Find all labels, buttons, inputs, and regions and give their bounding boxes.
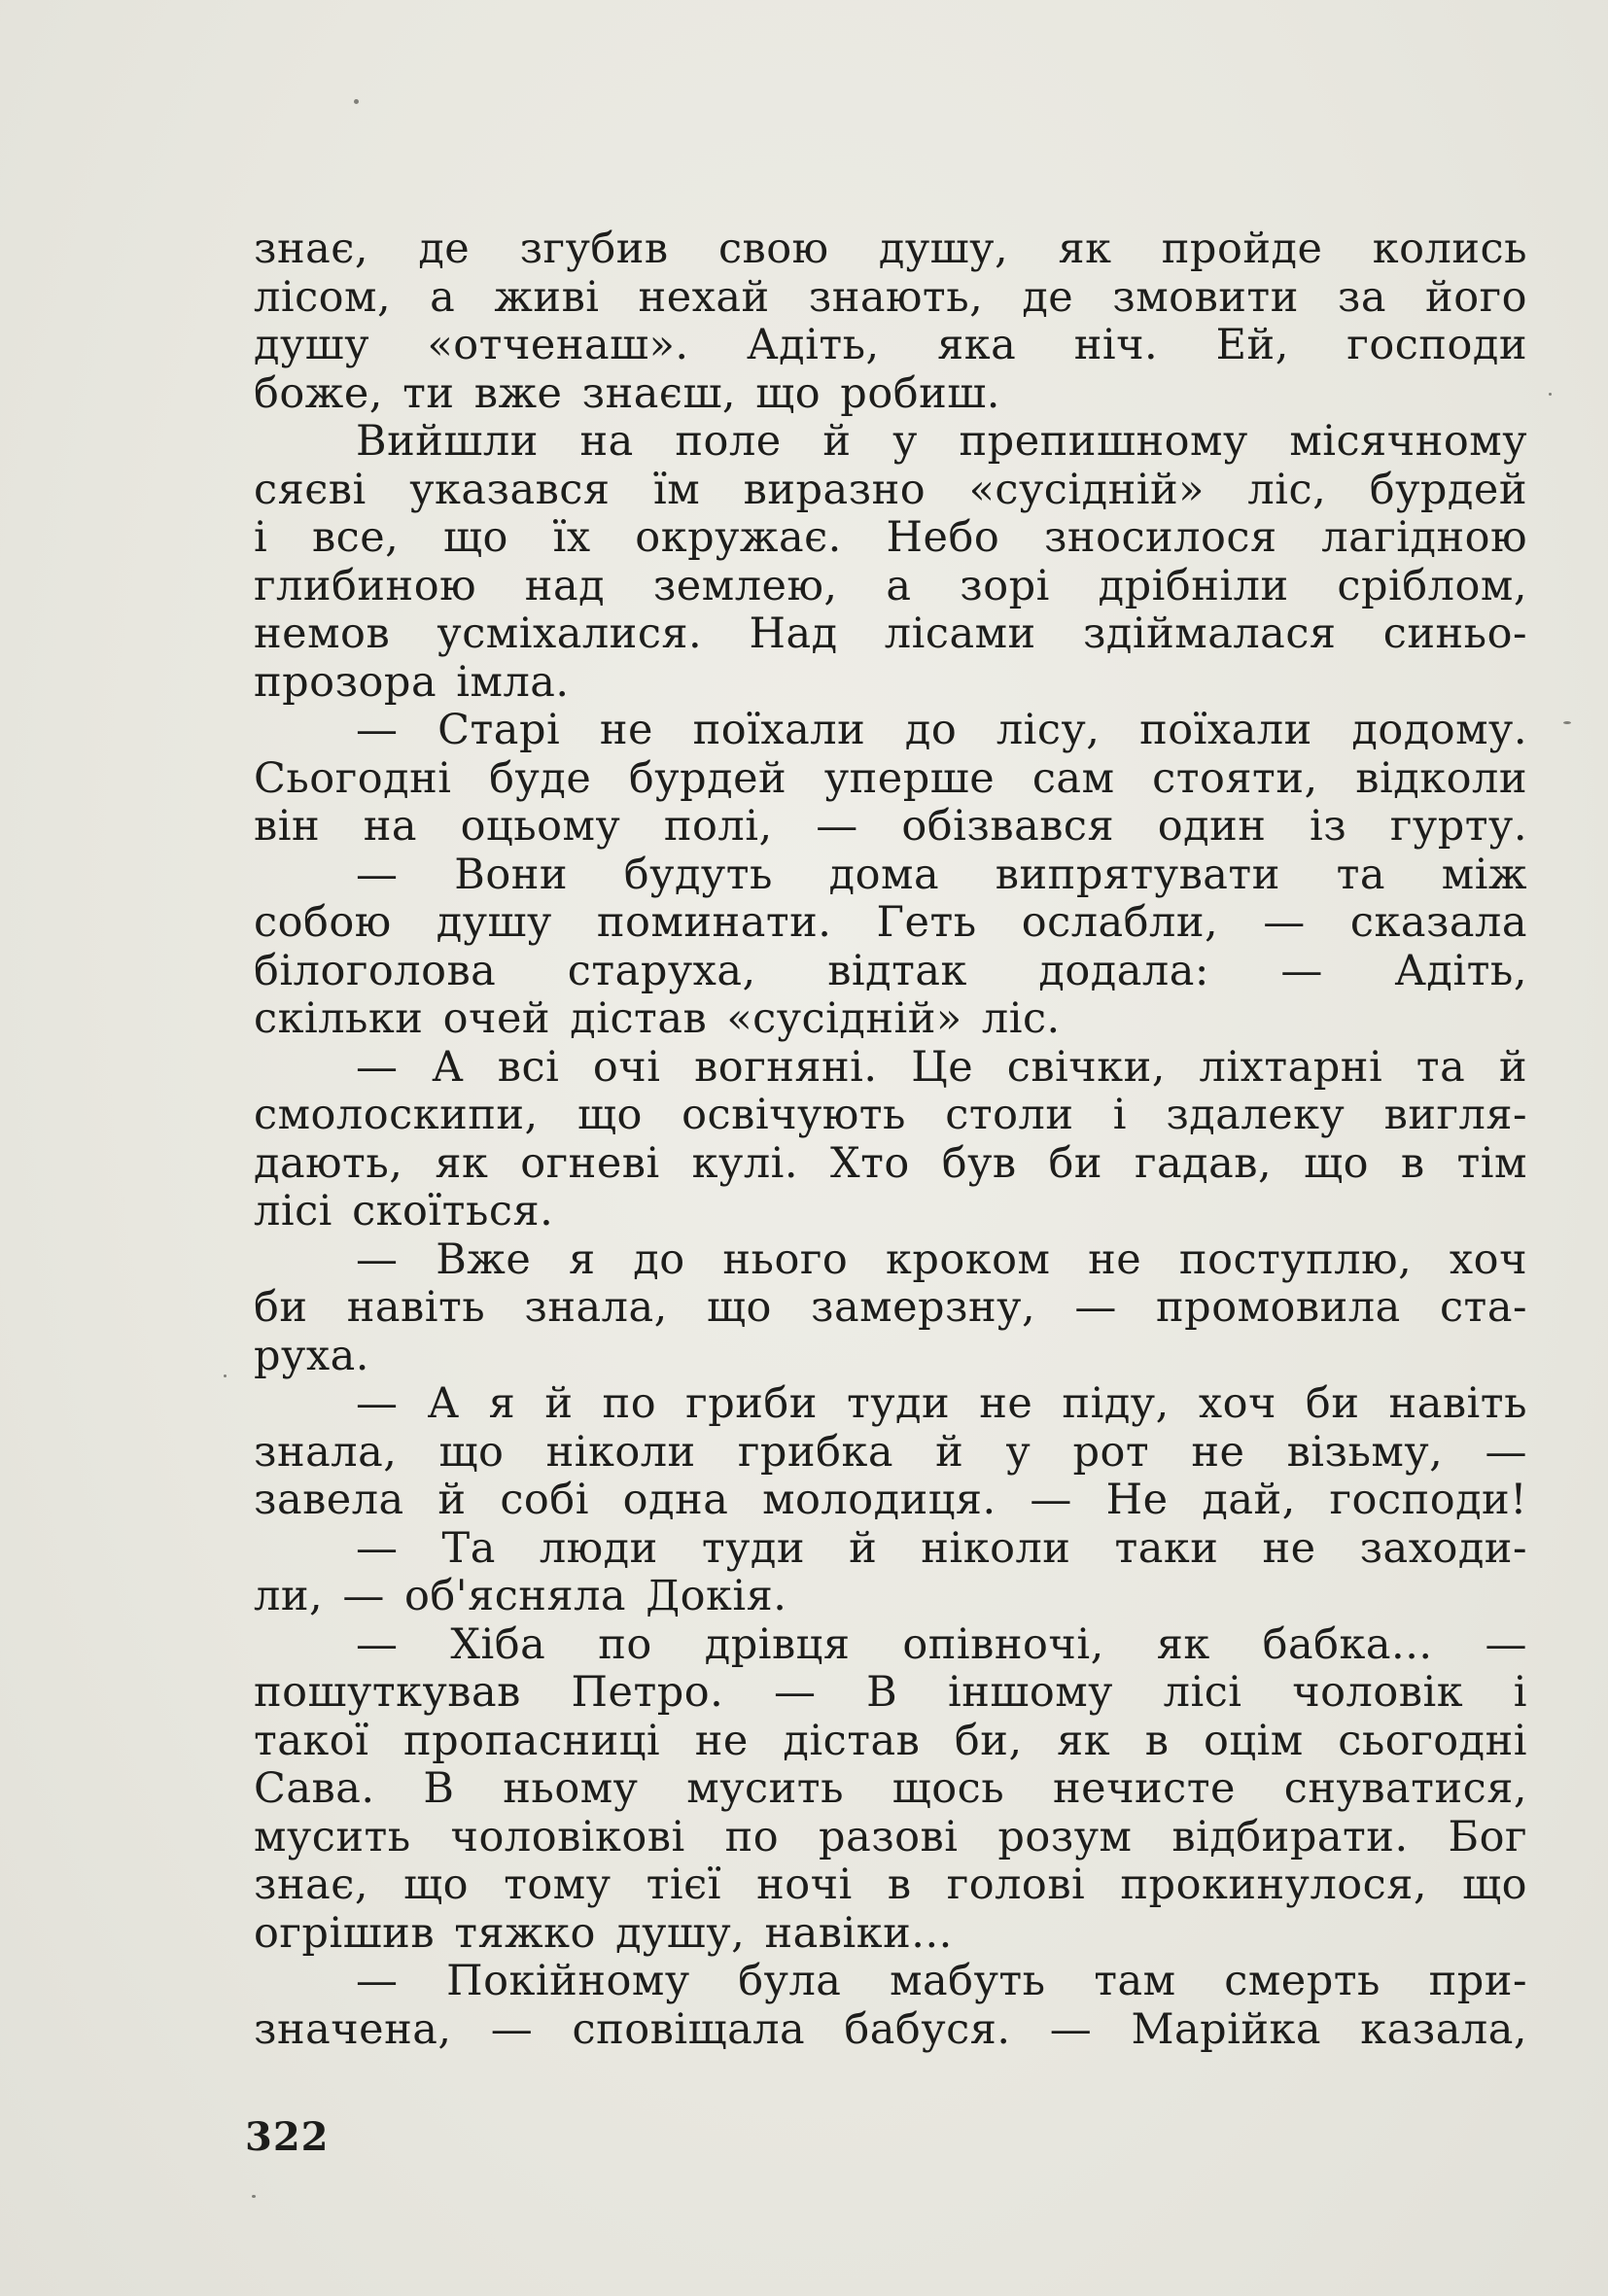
text-line: пошуткував Петро. — В іншому лісі чоловік і (254, 1669, 1527, 1717)
text-line: лісом, а живі нехай знають, де змовити за його (254, 273, 1527, 322)
text-line: такої пропасниці не дістав би, як в оцім сьогодні (254, 1717, 1527, 1765)
text-line: знає, що тому тієї ночі в голові прокинулося, що (254, 1861, 1527, 1909)
text-line: душу «отченаш». Адіть, яка ніч. Ей, господи (254, 322, 1527, 369)
text-line: би навіть знала, що замерзну, — промовила ста- (254, 1284, 1527, 1332)
text-line: значена, — сповіщала бабуся. — Марійка казала, (254, 2005, 1527, 2054)
text-line: Сьогодні буде бурдей уперше сам стояти, відколи (254, 754, 1527, 803)
text-line: дають, як огневі кулі. Хто був би гадав, що в тім (254, 1139, 1527, 1188)
text-line: скільки очей дістав «сусідній» ліс. (254, 994, 1061, 1043)
text-line: огрішив тяжко душу, навіки... (254, 1908, 953, 1958)
print-speck (1549, 393, 1552, 396)
text-line: сяєві указався їм виразно «сусідній» ліс, бурдей (254, 466, 1527, 514)
text-line: — Вони будуть дома випрятувати та між (356, 851, 1527, 899)
text-line: ли, — об'ясняла Докія. (254, 1572, 787, 1620)
page-number: 322 (245, 2114, 330, 2160)
print-speck (224, 1374, 227, 1377)
text-line: знала, що ніколи грибка й у рот не візьму, — (254, 1428, 1527, 1477)
text-line: і все, що їх окружає. Небо зносилося лагідною (254, 514, 1527, 562)
text-line: — Покійному була мабуть там смерть при- (356, 1958, 1527, 2005)
print-speck (354, 99, 359, 104)
body-text (254, 226, 1527, 2054)
text-line: прозора імла. (254, 657, 570, 707)
text-line: — Та люди туди й ніколи таки не заходи- (356, 1524, 1527, 1573)
print-speck (1563, 721, 1571, 724)
text-line: лісі скоїться. (254, 1187, 554, 1235)
text-line: Вийшли на поле й у препишному місячному (356, 418, 1527, 466)
text-line: смолоскипи, що освічують столи і здалеку вигля- (254, 1092, 1527, 1139)
text-line: — Старі не поїхали до лісу, поїхали додому. (356, 707, 1527, 754)
text-line: собою душу поминати. Геть ослабли, — сказала (254, 899, 1527, 947)
text-line: — А всі очі вогняні. Це свічки, ліхтарні та й (356, 1043, 1527, 1092)
text-line: глибиною над землею, а зорі дрібніли сріблом, (254, 562, 1527, 610)
text-line: він на оцьому полі, — обізвався один із гурту. (254, 803, 1527, 851)
text-line: руха. (254, 1331, 369, 1380)
text-line: — А я й по гриби туди не піду, хоч би навіть (356, 1380, 1527, 1428)
text-line: немов усміхалися. Над лісами здіймалася синьо- (254, 610, 1527, 658)
text-line: мусить чоловікові по разові розум відбирати. Бог (254, 1813, 1527, 1861)
print-speck (252, 2195, 256, 2198)
text-line: — Хіба по дрівця опівночі, як бабка... — (356, 1620, 1527, 1669)
text-line: знає, де згубив свою душу, як пройде колись (254, 226, 1527, 273)
text-line: білоголова старуха, відтак додала: — Адіть, (254, 947, 1527, 995)
text-line: Сава. В ньому мусить щось нечисте снуватися, (254, 1765, 1527, 1813)
text-line: боже, ти вже знаєш, що робиш. (254, 368, 1000, 418)
text-line: завела й собі одна молодиця. — Не дай, господи! (254, 1477, 1527, 1524)
text-line: — Вже я до нього кроком не поступлю, хоч (356, 1235, 1527, 1284)
